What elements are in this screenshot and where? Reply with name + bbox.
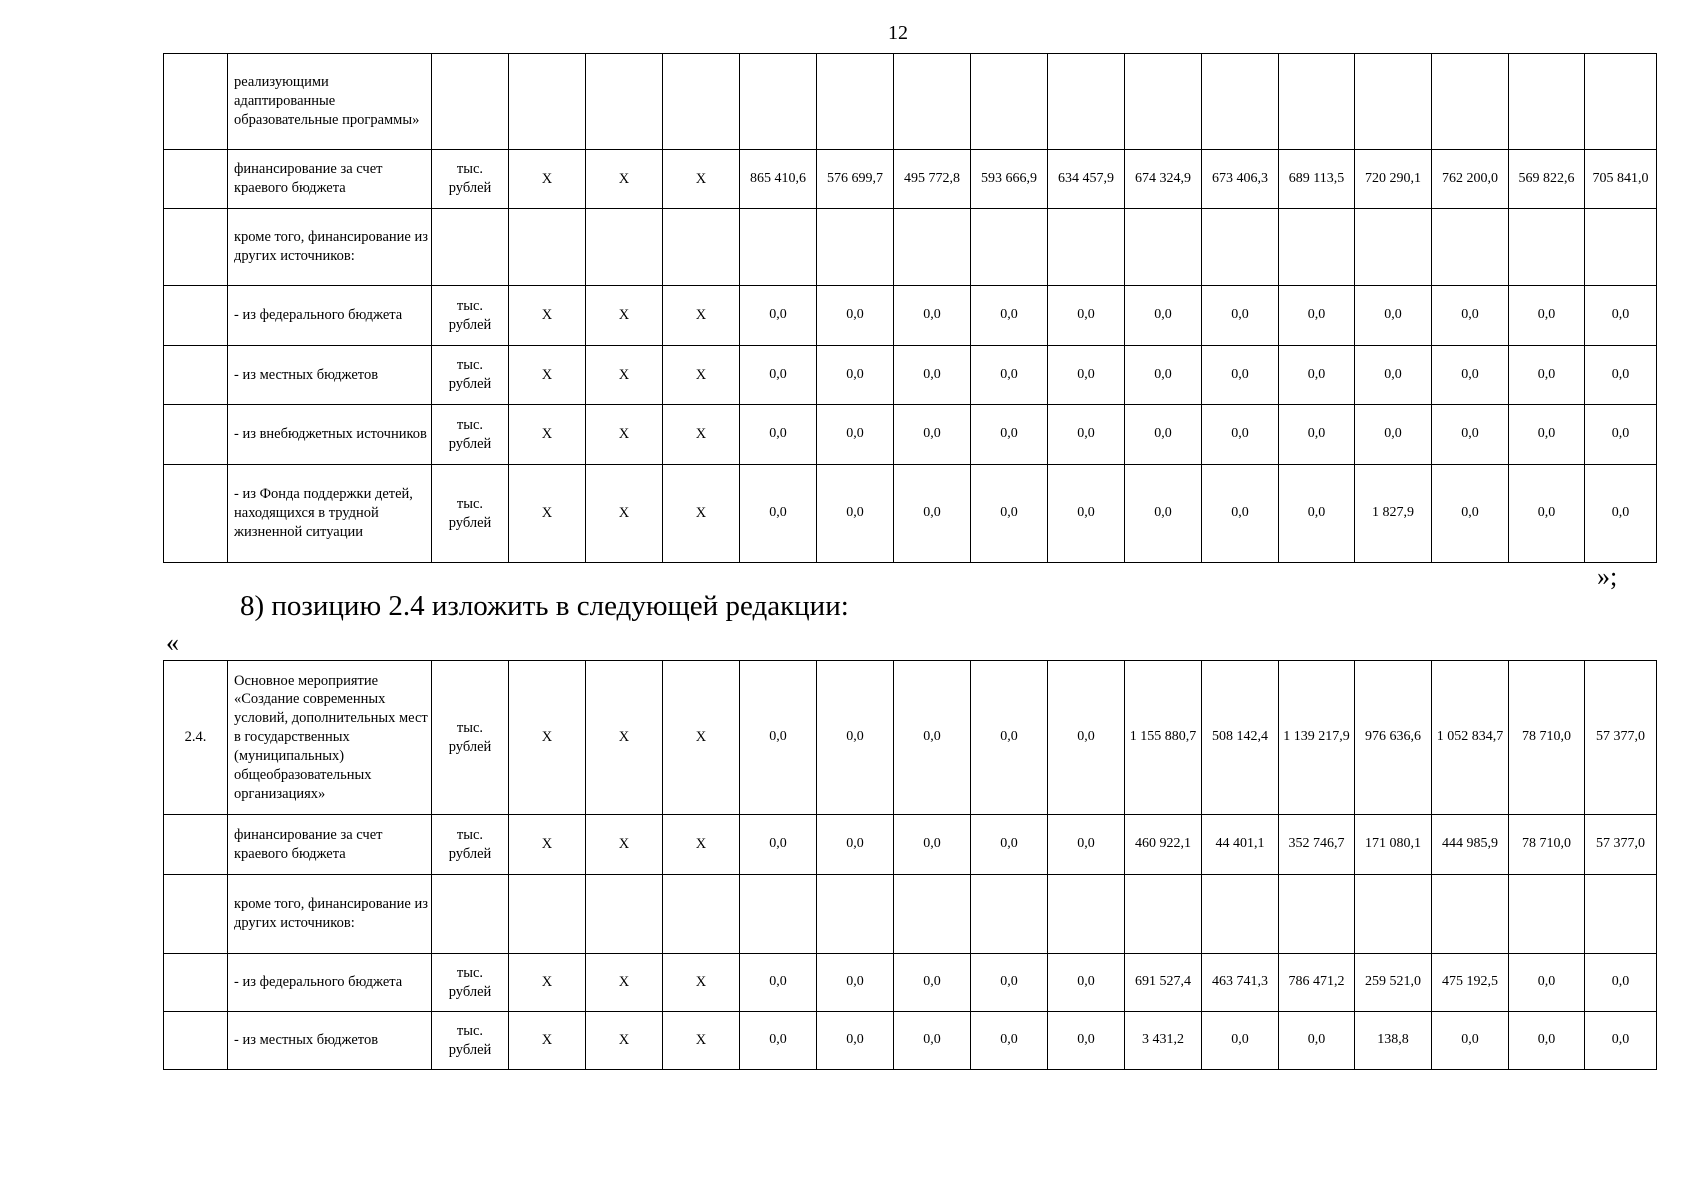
value-cell: 0,0: [1202, 286, 1279, 346]
value-cell: 0,0: [1125, 286, 1202, 346]
value-cell: [1048, 209, 1125, 286]
value-cell: 0,0: [1048, 954, 1125, 1012]
value-cell: 0,0: [1509, 465, 1585, 563]
value-cell: [1202, 875, 1279, 954]
value-cell: 0,0: [971, 954, 1048, 1012]
x-marker-cell: Х: [509, 1012, 586, 1070]
unit-cell: тыс. рублей: [432, 661, 509, 815]
x-marker-cell: [509, 209, 586, 286]
description-cell: - из местных бюджетов: [228, 1012, 432, 1070]
value-cell: 0,0: [1279, 346, 1355, 405]
description-cell: финансирование за счет краевого бюджета: [228, 815, 432, 875]
row-number-cell: [164, 465, 228, 563]
table-row: [164, 346, 1657, 405]
x-marker-cell: [586, 54, 663, 150]
value-cell: [1048, 54, 1125, 150]
x-marker-cell: Х: [509, 150, 586, 209]
value-cell: [740, 875, 817, 954]
value-cell: 0,0: [1048, 405, 1125, 465]
table-row: [164, 405, 1657, 465]
x-marker-cell: Х: [586, 405, 663, 465]
value-cell: 0,0: [1432, 346, 1509, 405]
x-marker-cell: Х: [509, 346, 586, 405]
row-number-cell: [164, 209, 228, 286]
description-cell: реализующими адаптированные образовательные программы»: [228, 54, 432, 150]
section-heading: 8) позицию 2.4 изложить в следующей редакции:: [240, 590, 849, 622]
value-cell: 78 710,0: [1509, 815, 1585, 875]
unit-cell: тыс. рублей: [432, 405, 509, 465]
value-cell: 460 922,1: [1125, 815, 1202, 875]
closing-quote: »;: [1597, 562, 1618, 591]
value-cell: 3 431,2: [1125, 1012, 1202, 1070]
unit-cell: [432, 875, 509, 954]
value-cell: [1585, 54, 1657, 150]
description-cell: кроме того, финансирование из других источников:: [228, 875, 432, 954]
x-marker-cell: [509, 54, 586, 150]
value-cell: [1279, 209, 1355, 286]
value-cell: 0,0: [1048, 465, 1125, 563]
value-cell: 0,0: [817, 1012, 894, 1070]
value-cell: 689 113,5: [1279, 150, 1355, 209]
value-cell: 0,0: [1279, 465, 1355, 563]
budget-table-continuation: [163, 53, 1657, 563]
value-cell: 0,0: [1202, 346, 1279, 405]
value-cell: [1355, 54, 1432, 150]
table-row: [164, 150, 1657, 209]
value-cell: 0,0: [1509, 1012, 1585, 1070]
value-cell: 0,0: [740, 1012, 817, 1070]
row-number-cell: [164, 54, 228, 150]
value-cell: [1125, 54, 1202, 150]
value-cell: [1279, 54, 1355, 150]
value-cell: 0,0: [817, 286, 894, 346]
value-cell: 259 521,0: [1355, 954, 1432, 1012]
description-cell: - из Фонда поддержки детей, находящихся в трудной жизненной ситуации: [228, 465, 432, 563]
value-cell: 1 155 880,7: [1125, 661, 1202, 815]
x-marker-cell: [663, 875, 740, 954]
value-cell: 0,0: [1048, 346, 1125, 405]
value-cell: 0,0: [971, 286, 1048, 346]
x-marker-cell: Х: [509, 815, 586, 875]
x-marker-cell: Х: [663, 1012, 740, 1070]
value-cell: 0,0: [894, 1012, 971, 1070]
value-cell: 0,0: [971, 815, 1048, 875]
x-marker-cell: Х: [586, 815, 663, 875]
table-row: [164, 815, 1657, 875]
x-marker-cell: Х: [586, 346, 663, 405]
value-cell: 0,0: [817, 465, 894, 563]
value-cell: [817, 875, 894, 954]
value-cell: [1509, 875, 1585, 954]
value-cell: 57 377,0: [1585, 815, 1657, 875]
value-cell: 0,0: [894, 661, 971, 815]
value-cell: 674 324,9: [1125, 150, 1202, 209]
x-marker-cell: Х: [509, 286, 586, 346]
table-row: [164, 286, 1657, 346]
row-number-cell: [164, 286, 228, 346]
value-cell: 0,0: [894, 815, 971, 875]
value-cell: [1509, 54, 1585, 150]
x-marker-cell: Х: [509, 405, 586, 465]
value-cell: 0,0: [971, 661, 1048, 815]
value-cell: 0,0: [1279, 405, 1355, 465]
value-cell: 0,0: [1355, 286, 1432, 346]
value-cell: 720 290,1: [1355, 150, 1432, 209]
value-cell: 0,0: [1509, 405, 1585, 465]
value-cell: [1585, 209, 1657, 286]
table-row: [164, 661, 1657, 815]
table-row: [164, 1012, 1657, 1070]
value-cell: 0,0: [1432, 465, 1509, 563]
row-number-cell: [164, 346, 228, 405]
value-cell: [1279, 875, 1355, 954]
value-cell: 0,0: [740, 465, 817, 563]
x-marker-cell: Х: [663, 150, 740, 209]
row-number-cell: [164, 1012, 228, 1070]
value-cell: 0,0: [1048, 815, 1125, 875]
value-cell: [817, 209, 894, 286]
value-cell: 0,0: [817, 815, 894, 875]
x-marker-cell: Х: [663, 465, 740, 563]
value-cell: 352 746,7: [1279, 815, 1355, 875]
value-cell: 0,0: [817, 954, 894, 1012]
x-marker-cell: Х: [586, 661, 663, 815]
x-marker-cell: Х: [663, 661, 740, 815]
value-cell: 0,0: [894, 954, 971, 1012]
value-cell: 762 200,0: [1432, 150, 1509, 209]
value-cell: 0,0: [1202, 465, 1279, 563]
value-cell: [1585, 875, 1657, 954]
x-marker-cell: Х: [509, 661, 586, 815]
value-cell: 78 710,0: [1509, 661, 1585, 815]
value-cell: 0,0: [971, 346, 1048, 405]
value-cell: 1 827,9: [1355, 465, 1432, 563]
table-row: [164, 54, 1657, 150]
table-row: [164, 209, 1657, 286]
table-row: [164, 465, 1657, 563]
value-cell: 0,0: [1585, 405, 1657, 465]
row-number-cell: [164, 150, 228, 209]
x-marker-cell: Х: [586, 286, 663, 346]
description-cell: Основное мероприятие «Создание современных условий, дополнительных мест в государственных (муниципальных) общеобразовательных организациях»: [228, 661, 432, 815]
value-cell: [1125, 209, 1202, 286]
value-cell: 593 666,9: [971, 150, 1048, 209]
value-cell: 0,0: [1432, 286, 1509, 346]
value-cell: 0,0: [1202, 1012, 1279, 1070]
value-cell: 0,0: [1432, 1012, 1509, 1070]
value-cell: 0,0: [1202, 405, 1279, 465]
value-cell: [1202, 54, 1279, 150]
unit-cell: тыс. рублей: [432, 286, 509, 346]
value-cell: 569 822,6: [1509, 150, 1585, 209]
value-cell: [740, 54, 817, 150]
value-cell: 0,0: [971, 405, 1048, 465]
value-cell: 475 192,5: [1432, 954, 1509, 1012]
value-cell: 0,0: [1355, 405, 1432, 465]
value-cell: 0,0: [894, 405, 971, 465]
value-cell: 44 401,1: [1202, 815, 1279, 875]
value-cell: 0,0: [1048, 286, 1125, 346]
value-cell: 138,8: [1355, 1012, 1432, 1070]
value-cell: 0,0: [1125, 465, 1202, 563]
value-cell: [1432, 54, 1509, 150]
value-cell: 0,0: [1509, 286, 1585, 346]
value-cell: 705 841,0: [1585, 150, 1657, 209]
value-cell: 0,0: [740, 661, 817, 815]
value-cell: 0,0: [817, 661, 894, 815]
x-marker-cell: [663, 54, 740, 150]
value-cell: 0,0: [1279, 1012, 1355, 1070]
value-cell: 0,0: [971, 1012, 1048, 1070]
x-marker-cell: Х: [663, 954, 740, 1012]
description-cell: - из федерального бюджета: [228, 286, 432, 346]
value-cell: 634 457,9: [1048, 150, 1125, 209]
value-cell: [894, 875, 971, 954]
value-cell: 0,0: [1048, 1012, 1125, 1070]
value-cell: [894, 209, 971, 286]
value-cell: 0,0: [1585, 954, 1657, 1012]
row-number-cell: [164, 875, 228, 954]
value-cell: 0,0: [1355, 346, 1432, 405]
value-cell: 0,0: [817, 405, 894, 465]
value-cell: 976 636,6: [1355, 661, 1432, 815]
x-marker-cell: Х: [586, 1012, 663, 1070]
x-marker-cell: Х: [663, 815, 740, 875]
unit-cell: [432, 54, 509, 150]
x-marker-cell: Х: [509, 954, 586, 1012]
unit-cell: тыс. рублей: [432, 1012, 509, 1070]
value-cell: 691 527,4: [1125, 954, 1202, 1012]
value-cell: 0,0: [971, 465, 1048, 563]
value-cell: 865 410,6: [740, 150, 817, 209]
value-cell: 0,0: [1585, 286, 1657, 346]
description-cell: - из местных бюджетов: [228, 346, 432, 405]
value-cell: 0,0: [1585, 1012, 1657, 1070]
unit-cell: [432, 209, 509, 286]
budget-table-position-2-4: [163, 660, 1657, 1070]
value-cell: [1202, 209, 1279, 286]
row-number-cell: [164, 815, 228, 875]
description-cell: - из внебюджетных источников: [228, 405, 432, 465]
value-cell: [894, 54, 971, 150]
unit-cell: тыс. рублей: [432, 346, 509, 405]
value-cell: 508 142,4: [1202, 661, 1279, 815]
value-cell: 444 985,9: [1432, 815, 1509, 875]
value-cell: [1355, 875, 1432, 954]
value-cell: [1432, 209, 1509, 286]
value-cell: 673 406,3: [1202, 150, 1279, 209]
value-cell: 0,0: [1125, 405, 1202, 465]
value-cell: [1432, 875, 1509, 954]
value-cell: 0,0: [740, 346, 817, 405]
table-row: [164, 954, 1657, 1012]
x-marker-cell: [509, 875, 586, 954]
x-marker-cell: Х: [663, 286, 740, 346]
value-cell: [1509, 209, 1585, 286]
value-cell: [740, 209, 817, 286]
unit-cell: тыс. рублей: [432, 150, 509, 209]
x-marker-cell: [586, 875, 663, 954]
value-cell: 0,0: [1432, 405, 1509, 465]
x-marker-cell: Х: [586, 465, 663, 563]
value-cell: 0,0: [1125, 346, 1202, 405]
value-cell: 0,0: [740, 815, 817, 875]
value-cell: [971, 875, 1048, 954]
unit-cell: тыс. рублей: [432, 815, 509, 875]
value-cell: 576 699,7: [817, 150, 894, 209]
value-cell: 1 052 834,7: [1432, 661, 1509, 815]
value-cell: 0,0: [740, 954, 817, 1012]
x-marker-cell: [586, 209, 663, 286]
value-cell: 0,0: [1585, 346, 1657, 405]
x-marker-cell: Х: [509, 465, 586, 563]
value-cell: 0,0: [894, 286, 971, 346]
value-cell: 0,0: [740, 405, 817, 465]
value-cell: [1355, 209, 1432, 286]
value-cell: 0,0: [740, 286, 817, 346]
row-number-cell: [164, 405, 228, 465]
unit-cell: тыс. рублей: [432, 954, 509, 1012]
row-number-cell: 2.4.: [164, 661, 228, 815]
page-number: 12: [888, 22, 908, 44]
description-cell: финансирование за счет краевого бюджета: [228, 150, 432, 209]
description-cell: - из федерального бюджета: [228, 954, 432, 1012]
value-cell: 0,0: [1279, 286, 1355, 346]
x-marker-cell: Х: [663, 405, 740, 465]
value-cell: 0,0: [1585, 465, 1657, 563]
x-marker-cell: Х: [586, 954, 663, 1012]
description-cell: кроме того, финансирование из других источников:: [228, 209, 432, 286]
value-cell: 0,0: [1509, 954, 1585, 1012]
value-cell: 0,0: [1509, 346, 1585, 405]
value-cell: 0,0: [894, 465, 971, 563]
value-cell: 57 377,0: [1585, 661, 1657, 815]
value-cell: 495 772,8: [894, 150, 971, 209]
value-cell: [1048, 875, 1125, 954]
value-cell: 1 139 217,9: [1279, 661, 1355, 815]
value-cell: 786 471,2: [1279, 954, 1355, 1012]
value-cell: 0,0: [894, 346, 971, 405]
x-marker-cell: Х: [663, 346, 740, 405]
opening-quote: «: [166, 628, 179, 657]
value-cell: [971, 209, 1048, 286]
value-cell: 463 741,3: [1202, 954, 1279, 1012]
x-marker-cell: Х: [586, 150, 663, 209]
x-marker-cell: [663, 209, 740, 286]
table-row: [164, 875, 1657, 954]
value-cell: 0,0: [1048, 661, 1125, 815]
value-cell: [971, 54, 1048, 150]
value-cell: [817, 54, 894, 150]
value-cell: [1125, 875, 1202, 954]
value-cell: 171 080,1: [1355, 815, 1432, 875]
row-number-cell: [164, 954, 228, 1012]
unit-cell: тыс. рублей: [432, 465, 509, 563]
value-cell: 0,0: [817, 346, 894, 405]
